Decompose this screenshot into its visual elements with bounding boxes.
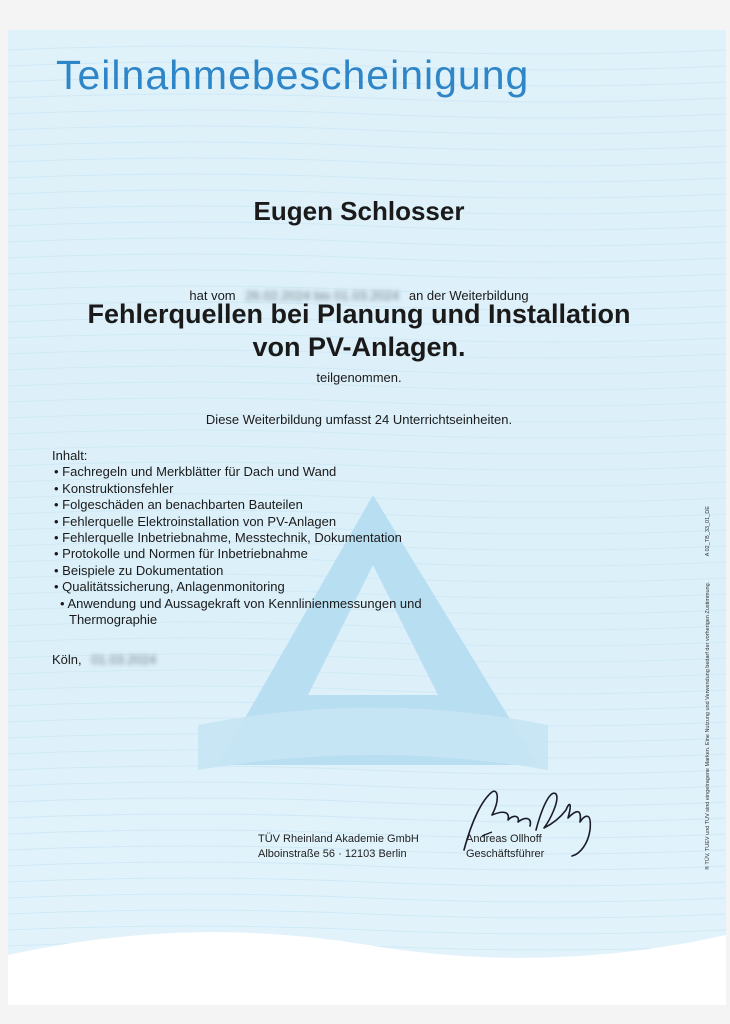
wave-line (8, 798, 726, 806)
list-item: • Beispiele zu Dokumentation (54, 562, 224, 578)
participated-text: teilgenommen. (316, 370, 402, 385)
wave-line (8, 174, 726, 182)
list-item-text: Fehlerquelle Inbetriebnahme, Messtechnik, Dokumentation (62, 530, 402, 546)
bottom-wave (8, 915, 726, 1005)
period-prefix: hat vom (189, 288, 236, 303)
signer-role: Geschäftsführer (466, 848, 545, 860)
wave-line (8, 142, 726, 150)
document-title: Teilnahmebescheinigung (56, 52, 530, 98)
wave-line (8, 254, 726, 262)
contents-list (52, 464, 422, 595)
city: Köln, (52, 652, 82, 667)
list-item: • Anwendung und Aussagekraft von Kennlinienmessungen und Thermographie (60, 595, 422, 628)
wave-line (8, 862, 726, 870)
course-title-line2: von PV-Anlagen. (252, 332, 466, 362)
list-item: • Fachregeln und Merkblätter für Dach und Wand (54, 464, 337, 480)
wave-line (8, 238, 726, 246)
contents-heading: Inhalt: (52, 448, 88, 463)
list-item-text: Konstruktionsfehler (62, 480, 174, 496)
wave-line (8, 814, 726, 822)
trademark-note (705, 420, 711, 870)
list-item-text: Qualitätssicherung, Anlagenmonitoring (62, 579, 285, 595)
redacted-issue-date: 01.03.2024 (91, 652, 157, 667)
course-title-line1: Fehlerquellen bei Planung und Installation (87, 299, 631, 329)
scope-text: Diese Weiterbildung umfasst 24 Unterrichtseinheiten. (205, 412, 513, 427)
list-item: • Fehlerquelle Elektroinstallation von PV-Anlagen (54, 513, 337, 529)
list-item: • Protokolle und Normen für Inbetriebnahme (54, 546, 308, 562)
trademark-text: ® TÜV, TUEV und TUV sind eingetragene Marken. Eine Nutzung und Verwendung bedarf der vorherigen Zustimmung. (705, 581, 711, 870)
wave-line (8, 110, 726, 118)
form-code: A 02_TB_33_01_DE (705, 506, 711, 557)
contents-section (52, 448, 422, 628)
participant-name: Eugen Schlosser (253, 196, 465, 226)
list-item: • Konstruktionsfehler (54, 480, 174, 496)
list-item-text: Folgeschäden an benachbarten Bauteilen (62, 497, 303, 513)
list-item: • Folgeschäden an benachbarten Bauteilen (54, 497, 303, 513)
list-item-text: Beispiele zu Dokumentation (62, 562, 224, 578)
list-item-text: Fachregeln und Merkblätter für Dach und Wand (62, 464, 337, 480)
wave-line (8, 126, 726, 134)
course-title (0, 298, 718, 364)
wave-line (8, 894, 726, 902)
redacted-date-range: 26.02.2024 bis 01.03.2024 (245, 288, 400, 303)
period-suffix: an der Weiterbildung (408, 288, 529, 303)
wave-line (8, 878, 726, 886)
place-date (52, 652, 162, 667)
wave-line (8, 158, 726, 166)
wave-line (8, 398, 726, 406)
list-item-text: Protokolle und Normen für Inbetriebnahme (62, 546, 308, 562)
list-item: • Fehlerquelle Inbetriebnahme, Messtechnik, Dokumentation (54, 530, 402, 546)
list-item-text: Fehlerquelle Elektroinstallation von PV-Anlagen (62, 513, 337, 529)
list-item: • Qualitätssicherung, Anlagenmonitoring (54, 579, 285, 595)
organization-name: TÜV Rheinland Akademie GmbH (258, 833, 419, 845)
wave-line (8, 270, 726, 278)
wave-line (8, 430, 726, 438)
list-item-continuation: Thermographie (69, 612, 158, 628)
list-item-text: Anwendung und Aussagekraft von Kennlinienmessungen und (67, 595, 422, 611)
organization-address: Alboinstraße 56 · 12103 Berlin (258, 848, 407, 860)
signer-block (466, 832, 544, 862)
organization-block (258, 832, 419, 862)
signer-name: Andreas Ollhoff (466, 833, 542, 845)
